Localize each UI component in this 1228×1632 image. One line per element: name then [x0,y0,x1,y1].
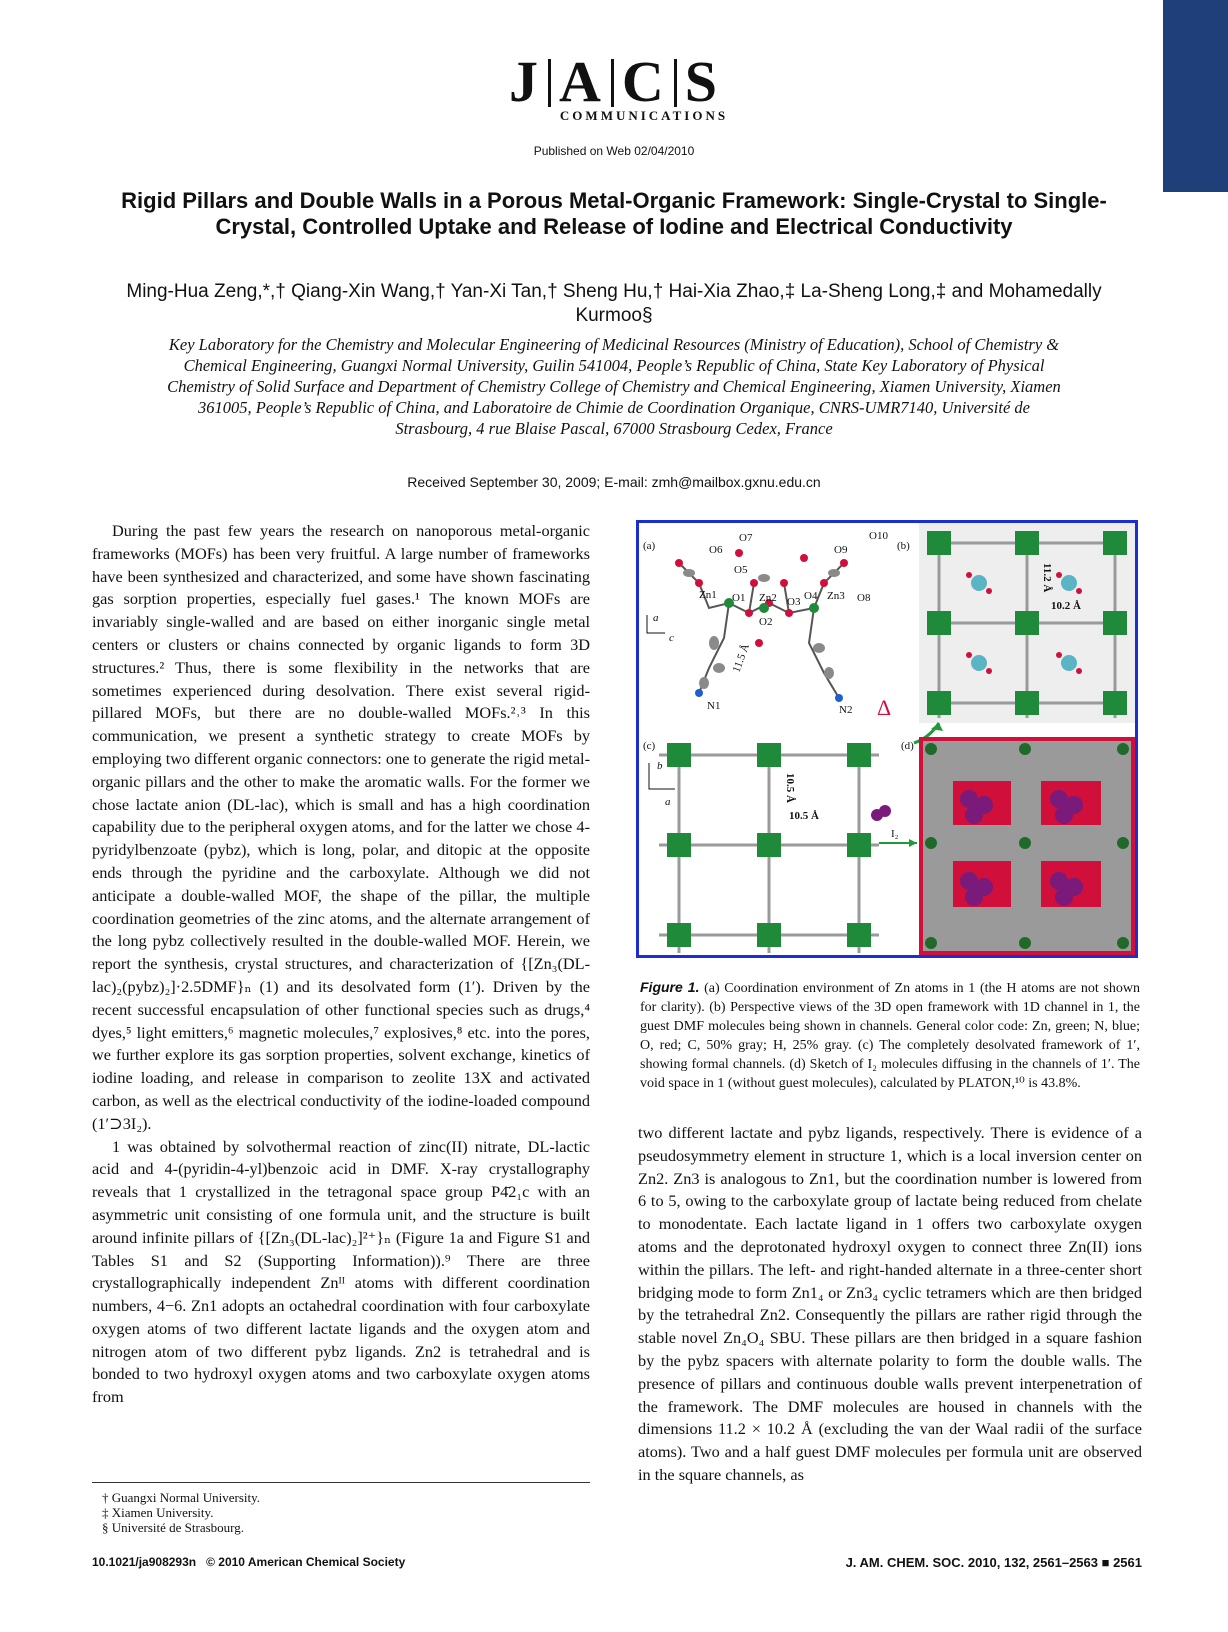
doi: 10.1021/ja908293n [92,1555,197,1569]
footnotes [102,1490,260,1535]
copyright: © 2010 American Chemical Society [206,1555,406,1569]
axis-label: a [653,612,659,624]
figure-graphic [639,523,1135,955]
panel-label: (c) [643,740,656,752]
footer-citation: J. AM. CHEM. SOC. 2010, 132, 2561–2563 ■ 2561 [845,1555,1142,1570]
logo-letter: S [684,49,720,114]
body-paragraph: During the past few years the research on nanoporous metal-organic frameworks (MOFs) has been very fruitful. A large number of frameworks have been synthesized and characterized, and some have shown fascinating gas sorption properties, especially fuel gases.¹ The known MOFs are invariably single-walled and are based on either inorganic single metal centers or clusters or chains connected by organic ligands to form 3D structures.² Thus, there is some flexibility in the networks that are sometimes experienced during desolvation. There exist several rigid-pillared MOFs, but there are no double-walled MOFs.²˒³ In this communication, we present a synthetic strategy to create MOFs by employing two different organic connectors: one to generate the rigid metal-organic pillars and the other to make the aromatic walls. For the former we chose lactate anion (DL-lac), which is small and has a high coordination capability due to the peripheral oxygen atoms, and for the latter we chose 4-pyridylbenzoate (pybz), which is long, polar, and ditopic at the opposite ends through the pyridine and the carboxylate. Although we did not anticipate a double-walled MOF, the shape of the pillar, the multiple coordination geometries of the zinc atoms, and the alternate arrangement of the long pybz collectively resulted in the double-walled MOF. Herein, we report the synthesis, crystal structures, and characterization of {[Zn₃(DL-lac)₂(pybz)₂]·2.5DMF}ₙ (1) and its desolvated form (1′). Driven by the recent successful encapsulation of other functional species such as drugs,⁴ dyes,⁵ light emitters,⁶ magnetic molecules,⁷ explosives,⁸ etc. into the pores, we further explore its gas sorption properties, solvent exchange, kinetics of iodine loading, and release in comparison to zeolite 13X and activated carbon, as well as the electrical conductivity of the iodine-loaded compound (1′⊃3I₂). [92,521,590,1133]
dimension-label: 11.5 Å [730,642,752,675]
received-line: Received September 30, 2009; E-mail: zmh@mailbox.gxnu.edu.cn [407,474,821,490]
atom-label: Zn3 [827,590,845,602]
right-column [638,1122,1142,1487]
logo-letter: J [508,49,540,114]
logo-letter: A [558,49,603,114]
affiliations: Key Laboratory for the Chemistry and Molecular Engineering of Medicinal Resources (Ministry of Education), School of Chemistry & Chemical Engineering, Guangxi Normal University, Guilin 541004, People’s Republic of China, State Key Laboratory of Physical Chemistry of Solid Surface and Department of Chemistry College of Chemistry and Chemical Engineering, Xiamen University, Xiamen 361005, People’s Republic of China, and Laboratoire de Chimie de Coordination Organique, CNRS-UMR7140, Université de Strasbourg, 4 rue Blaise Pascal, 67000 Strasbourg Cedex, France [167,335,1061,438]
footnote: § Université de Strasbourg. [102,1520,245,1535]
atom-label: O9 [834,544,848,556]
panel-label: (b) [897,540,910,552]
atom-label: N2 [839,704,853,716]
body-paragraph: two different lactate and pybz ligands, respectively. There is evidence of a pseudosymmetry element in structure 1, which is a local inversion center on Zn2. Zn3 is analogous to Zn1, but the coordination number is lowered from 6 to 5, owing to the carboxylate group of lactate being reduced from chelate to monodentate. Each lactate ligand in 1 offers two carboxylate oxygen atoms and the deprotonated hydroxyl oxygen to connect three Zn(II) ions within the pillars. The left- and right-handed alternate in a three-center short bridging mode to form Zn1₄ or Zn3₄ cyclic tetramers which are then bridged by the tetrahedral Zn2. Consequently the pillars are rather rigid through the stable novel Zn₄O₄ SBU. These pillars are then bridged in a square fashion by the pybz spacers with alternate polarity to form the double walls. The presence of pillars and continuous double walls prevent interpenetration of the framework. The DMF molecules are housed in channels with the dimensions 11.2 × 10.2 Å (excluding the van der Waal radii of the surface atoms). Two and a half guest DMF molecules per formula unit are observed in the square channels, as [638,1123,1142,1484]
article-title: Rigid Pillars and Double Walls in a Porous Metal-Organic Framework: Single-Crystal to Single-Crystal, Controlled Uptake and Release of Iodine and Electrical Conductivity [121,188,1107,239]
iodine-label: I₂ [891,828,899,840]
panel-a [639,523,888,723]
panel-label: (a) [643,540,656,552]
caption-label: Figure 1. [640,979,700,995]
atom-label: O1 [732,592,746,604]
dimension-label: 10.5 Å [784,773,796,803]
axis-label: a [665,796,671,808]
footer-doi [92,1555,405,1569]
atom-label: O7 [739,532,753,544]
left-column [92,520,590,1409]
atom-label: O8 [857,592,871,604]
footnote: ‡ Xiamen University. [102,1505,214,1520]
axis-label: c [669,632,674,644]
figure-caption [640,978,1140,1093]
atom-label: O10 [869,530,888,542]
panel-c [639,737,887,955]
atom-label: Zn1 [699,589,717,601]
publication-date: Published on Web 02/04/2010 [533,144,695,158]
footnote: † Guangxi Normal University. [102,1490,261,1505]
dimension-label: 11.2 Å [1041,563,1053,593]
caption-text: (a) Coordination environment of Zn atoms in 1 (the H atoms are not shown for clarity). (b) Perspective views of the 3D open framework with 1D channel in 1, the guest DMF molecules being shown in channels. General color code: Zn, green; N, blue; O, red; C, 50% gray; H, 25% gray. (c) The completely desolvated framework of 1′, showing formal channels. (d) Sketch of I₂ molecules diffusing in the channels of 1′. The void space in 1 (without guest molecules), calculated by PLATON,¹⁰ is 43.8%. [640,981,1140,1091]
dimension-label: 10.2 Å [1051,600,1081,612]
atom-label: O2 [759,616,773,628]
atom-label: O4 [804,590,818,602]
logo-letter: C [621,49,666,114]
atom-label: N1 [707,700,721,712]
dimension-label: 10.5 Å [789,810,819,822]
panel-b [897,523,1135,723]
footnote-rule [92,1482,590,1483]
atom-label: O5 [734,564,748,576]
author-list: Ming-Hua Zeng,*,† Qiang-Xin Wang,† Yan-Xi Tan,† Sheng Hu,† Hai-Xia Zhao,‡ La-Sheng Long,‡ and Mohamedally Kurmoo§ [126,281,1102,326]
delta-symbol: Δ [877,695,892,720]
atom-label: Zn2 [759,592,777,604]
panel-label: (d) [901,740,914,752]
atom-label: O3 [787,596,801,608]
journal-logo [0,49,1228,124]
logo-subtitle: COMMUNICATIONS [559,108,729,123]
atom-label: O6 [709,544,723,556]
panel-d [901,737,1135,955]
body-paragraph: 1 was obtained by solvothermal reaction of zinc(II) nitrate, DL-lactic acid and 4-(pyridin-4-yl)benzoic acid in DMF. X-ray crystallography reveals that 1 crystallized in the tetragonal space group P4̄2₁c with an asymmetric unit consisting of one formula unit, and the structure is built around infinite pillars of {[Zn₃(DL-lac)₂]²⁺}ₙ (Figure 1a and Figure S1 and Tables S1 and S2 (Supporting Information)).⁹ There are three crystallographically independent Znᴵᴵ atoms with different coordination numbers, 4−6. Zn1 adopts an octahedral coordination with four carboxylate oxygen atoms of two different lactate ligands and the oxygen atom and nitrogen atom of two different pybz ligands. Zn2 is tetrahedral and is bonded to two hydroxyl oxygen atoms and two carboxylate oxygen atoms from [92,1136,590,1407]
axis-label: b [657,760,663,772]
figure-1 [636,520,1138,958]
